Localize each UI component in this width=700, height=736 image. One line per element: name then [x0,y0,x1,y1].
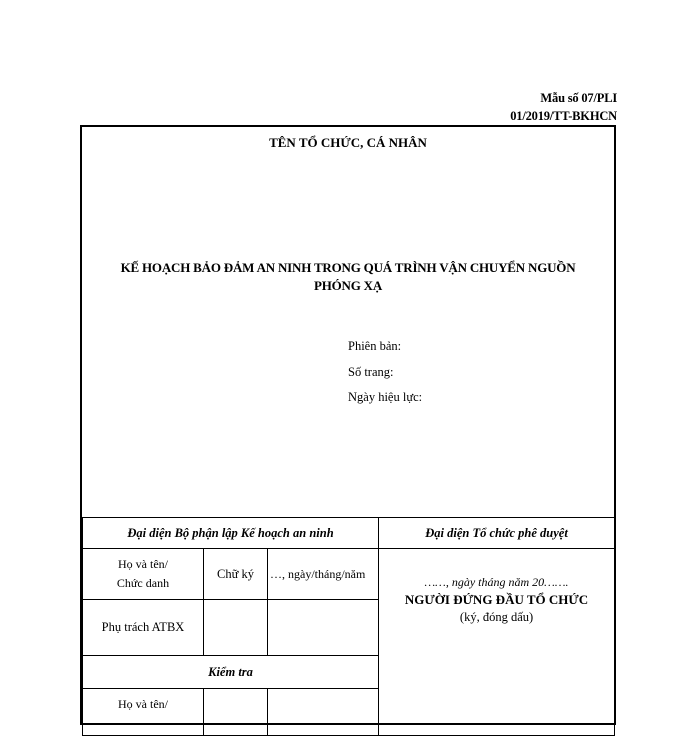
document-title-line1: KẾ HOẠCH BẢO ĐẢM AN NINH TRONG QUÁ TRÌNH VẬN CHUYỂN NGUỒN [120,260,576,275]
approver-sign-area [379,549,615,736]
signature-table [82,517,615,736]
approver-title: NGƯỜI ĐỨNG ĐẦU TỔ CHỨC [404,592,589,607]
name-title-header [83,549,204,600]
pages-label: Số trang: [348,364,394,379]
atbx-row-label: Phụ trách ATBX [83,600,204,656]
approver-header: Đại diện Tổ chức phê duyệt [379,518,615,549]
preparer-header: Đại diện Bộ phận lập Kế hoạch an ninh [83,518,379,549]
document-meta [348,334,422,411]
atbx-signature-cell [204,600,268,656]
approve-date-line: ……, ngày tháng năm 20……. [424,575,569,589]
review-header: Kiểm tra [83,656,379,689]
organization-name: TÊN TỔ CHỨC, CÁ NHÂN [269,135,427,150]
review-date-cell [268,689,379,736]
form-code-line2: 01/2019/TT-BKHCN [510,109,617,123]
atbx-date-cell [268,600,379,656]
review-name-label: Họ và tên/ [83,689,204,736]
date-header: …, ngày/tháng/năm [268,549,379,600]
document-frame [80,125,616,725]
document-title-line2: PHÓNG XẠ [313,278,383,293]
name-title-line2: Chức danh [116,576,170,590]
document-title [92,259,604,295]
name-title-line1: Họ và tên/ [118,557,168,571]
approver-note: (ký, đóng dấu) [459,610,534,624]
signature-header: Chữ ký [204,549,268,600]
effective-date-label: Ngày hiệu lực: [348,390,423,404]
form-code [510,89,617,125]
form-code-line1: Mẫu số 07/PLI [540,91,617,105]
review-signature-cell [204,689,268,736]
version-label: Phiên bản: [348,339,402,353]
